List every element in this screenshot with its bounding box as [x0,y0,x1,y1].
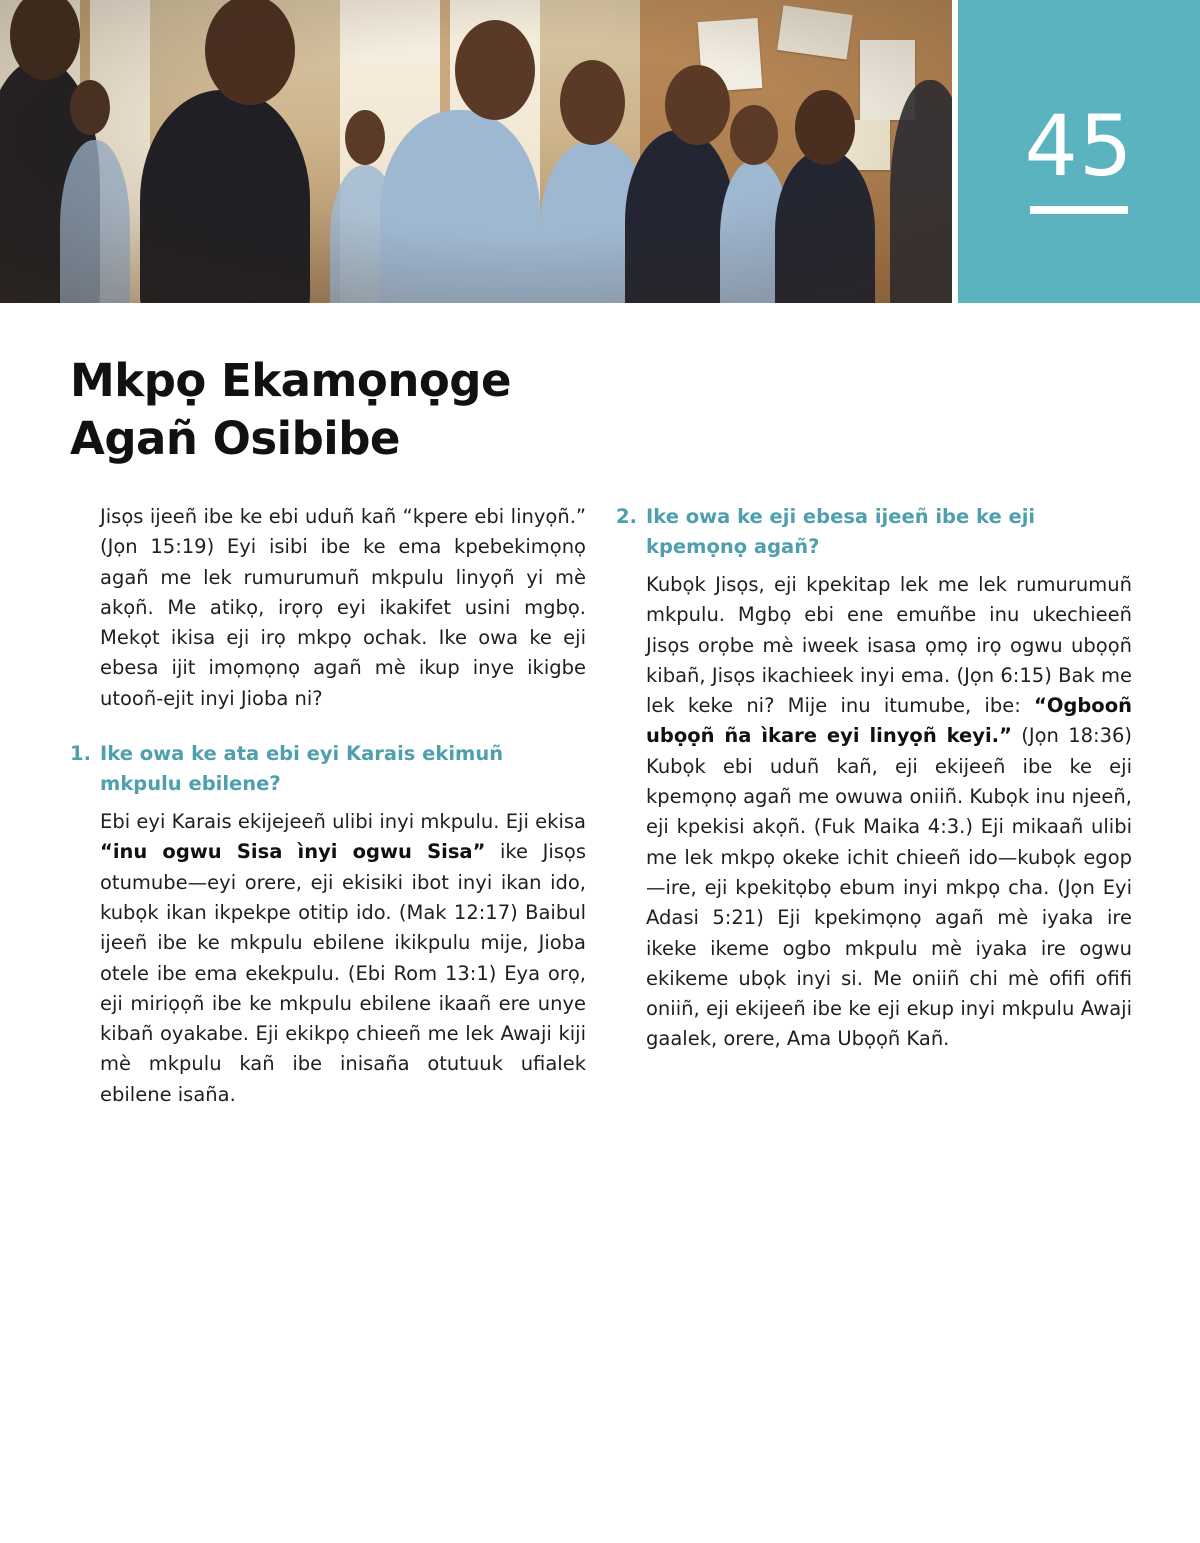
section-1-bold-quote: “inu ogwu Sisa ìnyi ogwu Sisa” [100,840,486,864]
section-2-paragraph [646,570,1132,1055]
question-2-number: 2. [616,505,637,528]
question-2-heading [616,502,1132,562]
section-1-text-b: ike Jisọs otumube—eyi orere, eji ekisiki ibot inyi ikan ido, kubọk ikan ikpekpe otitip ido. (Mak 12:17) Baibul ijeeñ ibe ke mkpulu ebilene ikikpulu mije, Jioba otele ibe ema ekekpulu. (Ebi Rom 13:1) Eya orọ, eji miriọọñ ibe ke mkpulu ebilene ikaañ ere unye kibañ oyakabe. Eji ekikpọ chieeñ me lek Awaji kiji mè mkpulu kañ ibe inisaña otutuuk ufialek ebilene isaña. [100,840,587,1106]
section-1-paragraph [100,807,586,1110]
lesson-number-tab [958,0,1200,303]
header-photo [0,0,952,303]
question-1-number: 1. [70,742,91,766]
question-1-text: Ike owa ke ata ebi eyi Karais ekimuñ mkpulu ebilene? [100,742,504,796]
section-1-text-a: Ebi eyi Karais ekijejeeñ ulibi inyi mkpulu. Eji ekisa [100,810,586,834]
page-title [70,352,511,468]
intro-paragraph: Jisọs ijeeñ ibe ke ebi uduñ kañ “kpere ebi linyọñ.” (Jọn 15:19) Eyi isibi ibe ke ema kpebekimọnọ agañ me lek rumurumuñ mkpulu linyọñ yi mè akọñ. Me atikọ, irọrọ eyi ikakifet usini mgbọ. Mekọt ikisa eji irọ mkpọ ochak. Ike owa ke eji ebesa ijit imọmọnọ agañ mè ikup inye ikigbe utooñ-ejit inyi Jioba ni? [100,505,586,710]
left-column [70,502,587,1110]
section-2-bold-quote: “Ogbooñ ubọọñ ña ìkare eyi linyọñ keyi.” [646,694,1132,748]
page-title-line-2: Agañ Osibibe [70,412,400,465]
question-1-heading [70,739,586,799]
question-2-text: Ike owa ke eji ebesa ijeeñ ibe ke eji kpemọnọ agañ? [646,505,1036,558]
page-title-line-1: Mkpọ Ekamọnọge [70,354,512,407]
right-column [616,502,1132,1055]
lesson-number-underline [1030,206,1128,214]
section-2-text-b: (Jọn 18:36) Kubọk ebi uduñ kañ, eji ekijeeñ ibe ke eji kpemọnọ agañ me owuwa oniiñ. Kubọk inu njeeñ, eji kpekisi akọñ. (Fuk Maika 4:3.) Eji mikaañ ulibi me lek mkpọ okeke ichit chieeñ ido—kubọk egop—ire, eji kpekitọbọ ebum inyi mkpọ cha. (Jọn Eyi Adasi 5:21) Eji kpekimọnọ agañ mè iyaka ire ikeke ikeme ogbo mkpulu mè iyaka ire ogwu ekikeme ubọk inyi si. Me oniiñ chi mè ofifi ofifi oniiñ, eji ekijeeñ ibe ke eji ekup inyi mkpulu Awaji gaalek, orere, Ama Ubọọñ Kañ. [646,724,1132,1051]
section-2-text-a: Kubọk Jisọs, eji kpekitap lek me lek rumurumuñ mkpulu. Mgbọ ebi ene emuñbe inu ukechieeñ Jisọs orọbe mè iweek isasa ọmọ irọ ogwu ubọọñ kibañ, Jisọs ikachieek inyi ema. (Jọn 6:15) Bak me lek keke ni? Mije inu itumube, ibe: [646,573,1132,718]
lesson-number: 45 [1024,97,1134,195]
